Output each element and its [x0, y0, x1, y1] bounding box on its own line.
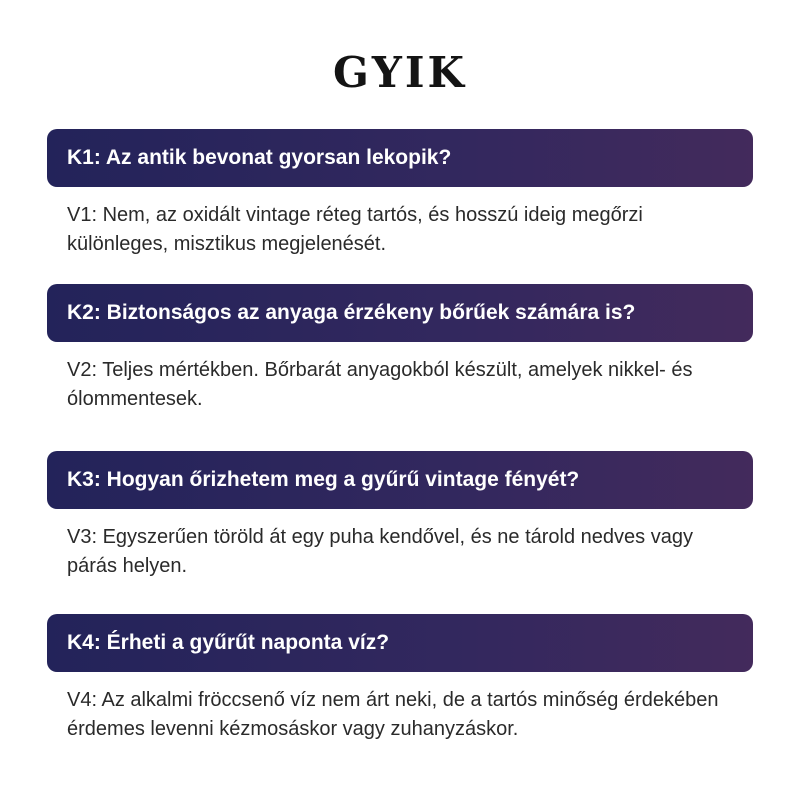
faq-item-3 — [47, 451, 753, 581]
answer-text-4: V4: Az alkalmi fröccsenő víz nem árt neki, de a tartós minőség érdekében érdemes levenni kézmosáskor vagy zuhanyzáskor. — [67, 689, 719, 740]
question-text-2: K2: Biztonságos az anyaga érzékeny bőrűek számára is? — [67, 301, 636, 324]
answer-text-1: V1: Nem, az oxidált vintage réteg tartós, és hosszú ideig megőrzi különleges, misztikus megjelenését. — [67, 204, 643, 255]
answer-text-3: V3: Egyszerűen töröld át egy puha kendővel, és ne tárold nedves vagy párás helyen. — [67, 526, 693, 577]
question-bar-4 — [47, 614, 753, 672]
question-bar-1 — [47, 129, 753, 187]
faq-item-2 — [47, 284, 753, 414]
faq-item-1 — [47, 129, 753, 259]
answer-text-2: V2: Teljes mértékben. Bőrbarát anyagokból készült, amelyek nikkel- és ólommentesek. — [67, 359, 693, 410]
page-title: GYIK — [332, 48, 467, 97]
question-text-4: K4: Érheti a gyűrűt naponta víz? — [67, 631, 390, 654]
question-bar-3 — [47, 451, 753, 509]
question-text-1: K1: Az antik bevonat gyorsan lekopik? — [67, 146, 452, 169]
faq-item-4 — [47, 614, 753, 744]
question-text-3: K3: Hogyan őrizhetem meg a gyűrű vintage fényét? — [67, 468, 580, 491]
question-bar-2 — [47, 284, 753, 342]
